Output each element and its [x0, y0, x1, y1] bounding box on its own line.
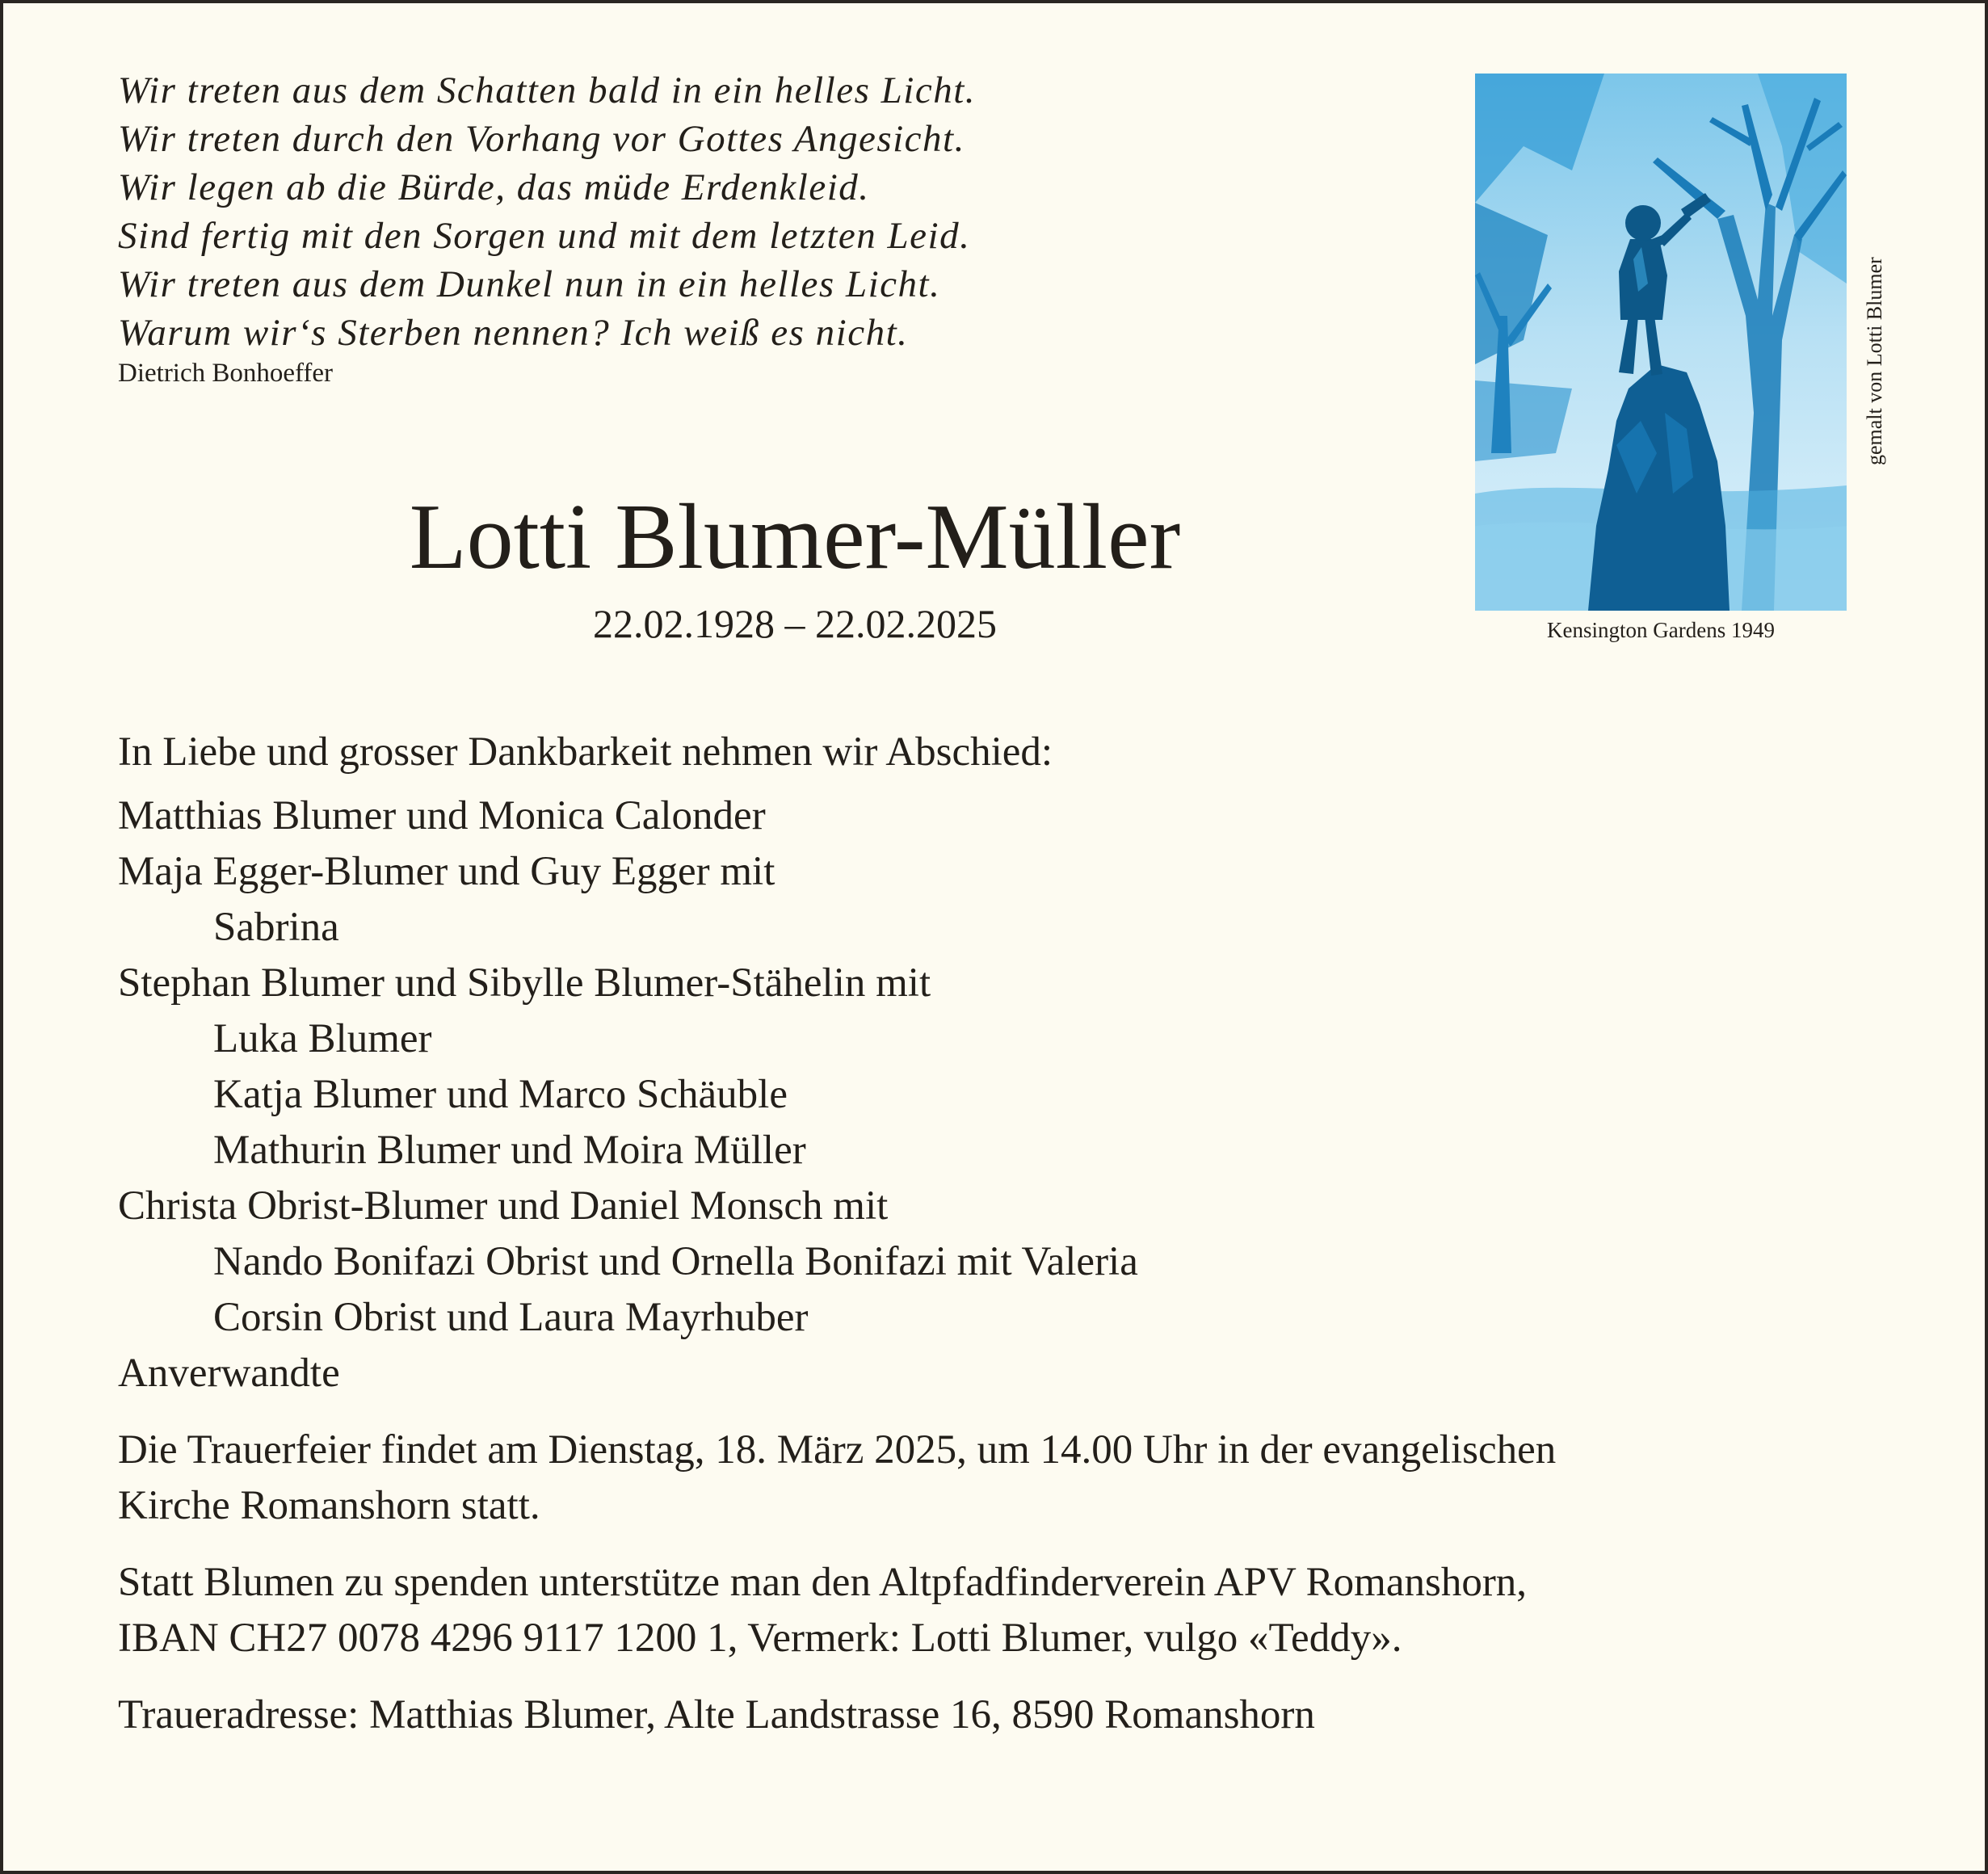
mourner-line: Corsin Obrist und Laura Mayrhuber: [213, 1295, 809, 1340]
mourner-line: Sabrina: [213, 905, 339, 950]
deceased-name: Lotti Blumer-Müller: [409, 485, 1181, 589]
donation-notice: [118, 1555, 1895, 1666]
mourner-line: Nando Bonifazi Obrist und Ornella Bonifazi mit Valeria: [213, 1239, 1138, 1284]
mourner-line: Maja Egger-Blumer und Guy Egger mit: [118, 849, 775, 894]
poem-line: Wir treten durch den Vorhang vor Gottes Angesicht.: [118, 118, 965, 160]
address-line: Traueradresse: Matthias Blumer, Alte Landstrasse 16, 8590 Romanshorn: [118, 1692, 1315, 1737]
mourner-line: Luka Blumer: [213, 1016, 432, 1061]
funeral-line: Kirche Romanshorn statt.: [118, 1483, 540, 1528]
poem: [118, 66, 976, 389]
poem-line: Wir legen ab die Bürde, das müde Erdenkleid.: [118, 166, 870, 208]
mourner-line: Matthias Blumer und Monica Calonder: [118, 793, 766, 838]
funeral-line: Die Trauerfeier findet am Dienstag, 18. März 2025, um 14.00 Uhr in der evangelischen: [118, 1427, 1557, 1473]
painting-credit-text: gemalt von Lotti Blumer: [1863, 257, 1886, 465]
poem-line: Sind fertig mit den Sorgen und mit dem letzten Leid.: [118, 215, 971, 257]
life-dates: 22.02.1928 – 22.02.2025: [593, 601, 997, 646]
notice-body: [118, 727, 1895, 1743]
poem-author: Dietrich Bonhoeffer: [118, 359, 334, 388]
donation-line: IBAN CH27 0078 4296 9117 1200 1, Vermerk: Lotti Blumer, vulgo «Teddy».: [118, 1616, 1402, 1661]
painting-caption: Kensington Gardens 1949: [1547, 618, 1775, 642]
mourner-line: Mathurin Blumer und Moira Müller: [213, 1128, 806, 1173]
poem-line: Wir treten aus dem Dunkel nun in ein helles Licht.: [118, 263, 941, 305]
farewell-intro: In Liebe und grosser Dankbarkeit nehmen wir Abschied:: [118, 729, 1053, 775]
mourner-line: Christa Obrist-Blumer und Daniel Monsch mit: [118, 1183, 889, 1229]
painting-image: [1475, 74, 1847, 611]
donation-line: Statt Blumen zu spenden unterstütze man den Altpfadfinderverein APV Romanshorn,: [118, 1560, 1528, 1605]
painting-credit: [1846, 223, 1886, 465]
mourner-line: Stephan Blumer und Sibylle Blumer-Stähelin mit: [118, 960, 931, 1006]
mourner-line: Katja Blumer und Marco Schäuble: [213, 1072, 788, 1117]
poem-line: Warum wir‘s Sterben nennen? Ich weiß es nicht.: [118, 312, 909, 354]
funeral-notice: [118, 1422, 1895, 1534]
mourning-address: [118, 1687, 1895, 1743]
poem-line: Wir treten aus dem Schatten bald in ein helles Licht.: [118, 69, 977, 111]
mourner-line: Anverwandte: [118, 1351, 340, 1396]
